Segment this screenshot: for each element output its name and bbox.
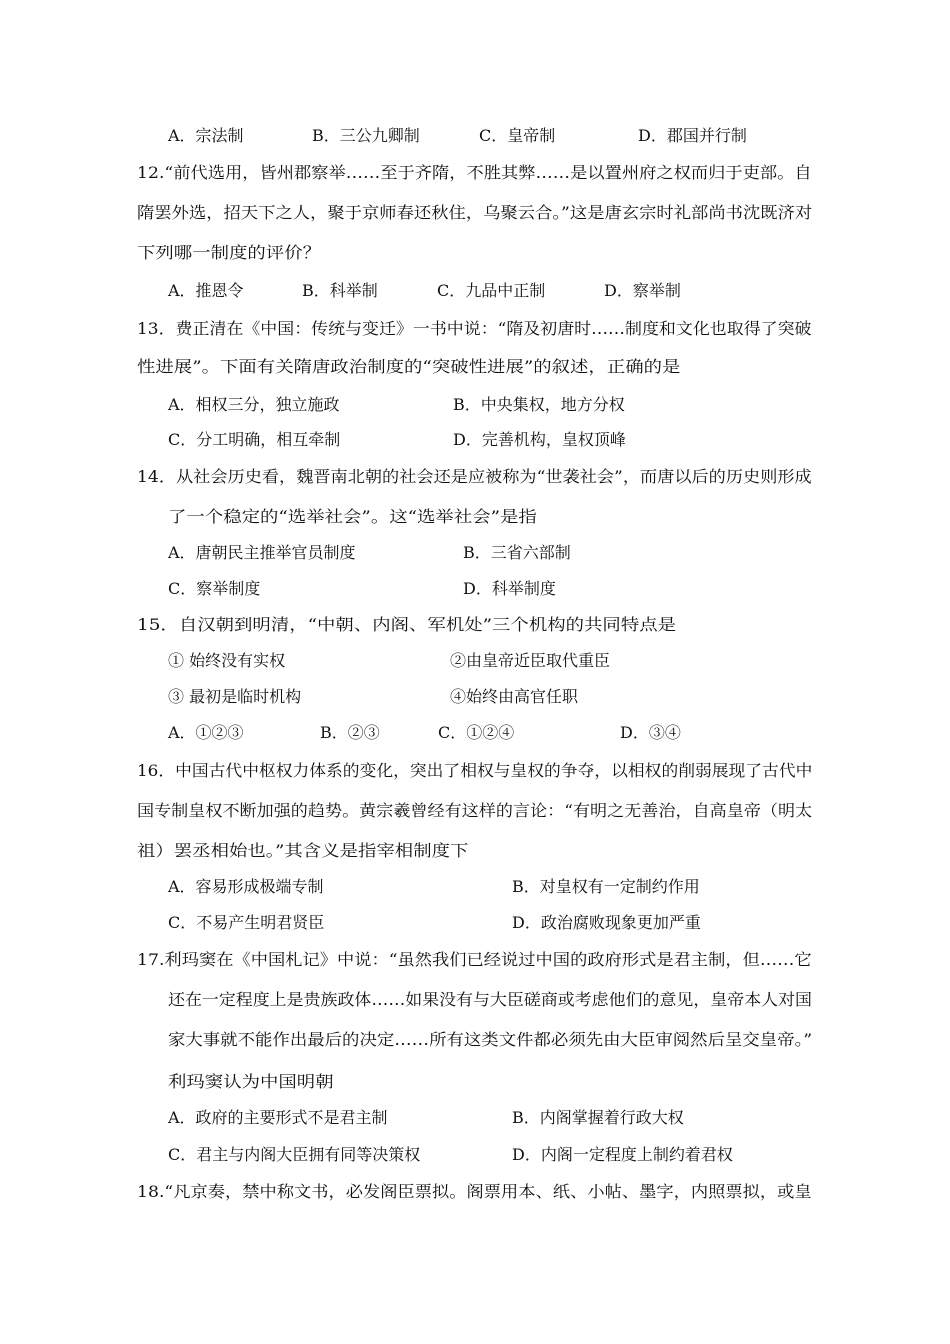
q15-item-1: ① 始终没有实权 [168, 651, 286, 670]
q15-option-c: C．①②④ [438, 723, 515, 742]
q16-stem-line-1: 16．中国古代中枢权力体系的变化，突出了相权与皇权的争夺，以相权的削弱展现了古代中 [137, 761, 813, 780]
q14-option-a: A．唐朝民主推举官员制度 [168, 543, 356, 562]
q17-stem-line-4: 利玛窦认为中国明朝 [168, 1072, 334, 1091]
q15-item-4: ④始终由高官任职 [450, 687, 579, 706]
q13-stem-line-2: 性进展”。下面有关隋唐政治制度的“突破性进展”的叙述，正确的是 [137, 357, 681, 376]
q15-item-3: ③ 最初是临时机构 [168, 687, 302, 706]
q13-option-c: C．分工明确，相互牵制 [168, 430, 341, 449]
q12-option-d: D．察举制 [604, 281, 681, 300]
q16-option-c: C．不易产生明君贤臣 [168, 913, 325, 932]
q11-option-a: A．宗法制 [168, 126, 244, 145]
q12-stem-line-3: 下列哪一制度的评价？ [137, 243, 322, 262]
q16-stem-line-2: 国专制皇权不断加强的趋势。黄宗羲曾经有这样的言论：“有明之无善治，自高皇帝（明太 [137, 801, 813, 820]
q15-option-d: D．③④ [620, 723, 681, 742]
q12-option-b: B．科举制 [302, 281, 378, 300]
q16-option-a: A．容易形成极端专制 [168, 877, 324, 896]
q17-option-c: C．君主与内阁大臣拥有同等决策权 [168, 1145, 421, 1164]
q18-stem-line-1: 18.“凡京奏，禁中称文书，必发阁臣票拟。阁票用本、纸、小帖、墨字，内照票拟，或皇 [137, 1182, 812, 1201]
q13-option-a: A．相权三分，独立施政 [168, 395, 340, 414]
q17-stem-line-3: 家大事就不能作出最后的决定……所有这类文件都必须先由大臣审阅然后呈交皇帝。” [168, 1030, 813, 1049]
q15-stem-line-1: 15．自汉朝到明清，“中朝、内阁、军机处”三个机构的共同特点是 [137, 615, 677, 634]
q12-stem-line-1: 12.“前代选用，皆州郡察举……至于齐隋，不胜其弊……是以置州府之权而归于吏部。自 [137, 163, 812, 182]
q16-option-b: B．对皇权有一定制约作用 [512, 877, 700, 896]
q16-stem-line-3: 祖）罢丞相始也。”其含义是指宰相制度下 [137, 841, 469, 860]
q16-option-d: D．政治腐败现象更加严重 [512, 913, 701, 932]
q13-option-b: B．中央集权，地方分权 [453, 395, 625, 414]
q17-option-a: A．政府的主要形式不是君主制 [168, 1108, 388, 1127]
q17-option-d: D．内阁一定程度上制约着君权 [512, 1145, 733, 1164]
q11-option-c: C．皇帝制 [479, 126, 556, 145]
q13-option-d: D．完善机构，皇权顶峰 [453, 430, 626, 449]
q17-option-b: B．内阁掌握着行政大权 [512, 1108, 684, 1127]
q17-stem-line-1: 17.利玛窦在《中国札记》中说：“虽然我们已经说过中国的政府形式是君主制，但……它 [137, 950, 812, 969]
q15-item-2: ②由皇帝近臣取代重臣 [450, 651, 611, 670]
q13-stem-line-1: 13．费正清在《中国：传统与变迁》一书中说：“隋及初唐时……制度和文化也取得了突破 [137, 319, 812, 338]
q15-option-b: B．②③ [320, 723, 380, 742]
q14-option-b: B．三省六部制 [463, 543, 571, 562]
q12-stem-line-2: 隋罢外选，招天下之人，聚于京师春还秋住，乌聚云合。”这是唐玄宗时礼部尚书沈既济对 [137, 203, 813, 222]
q14-option-c: C．察举制度 [168, 579, 261, 598]
q11-option-d: D．郡国并行制 [638, 126, 747, 145]
q12-option-a: A．推恩令 [168, 281, 244, 300]
q12-option-c: C．九品中正制 [437, 281, 546, 300]
q14-stem-line-1: 14．从社会历史看，魏晋南北朝的社会还是应被称为“世袭社会”，而唐以后的历史则形成 [137, 467, 812, 486]
q14-stem-line-2: 了一个稳定的“选举社会”。这“选举社会”是指 [168, 507, 537, 526]
q15-option-a: A．①②③ [168, 723, 244, 742]
q11-option-b: B．三公九卿制 [312, 126, 420, 145]
q17-stem-line-2: 还在一定程度上是贵族政体……如果没有与大臣磋商或考虑他们的意见，皇帝本人对国 [168, 990, 813, 1009]
q14-option-d: D．科举制度 [463, 579, 556, 598]
